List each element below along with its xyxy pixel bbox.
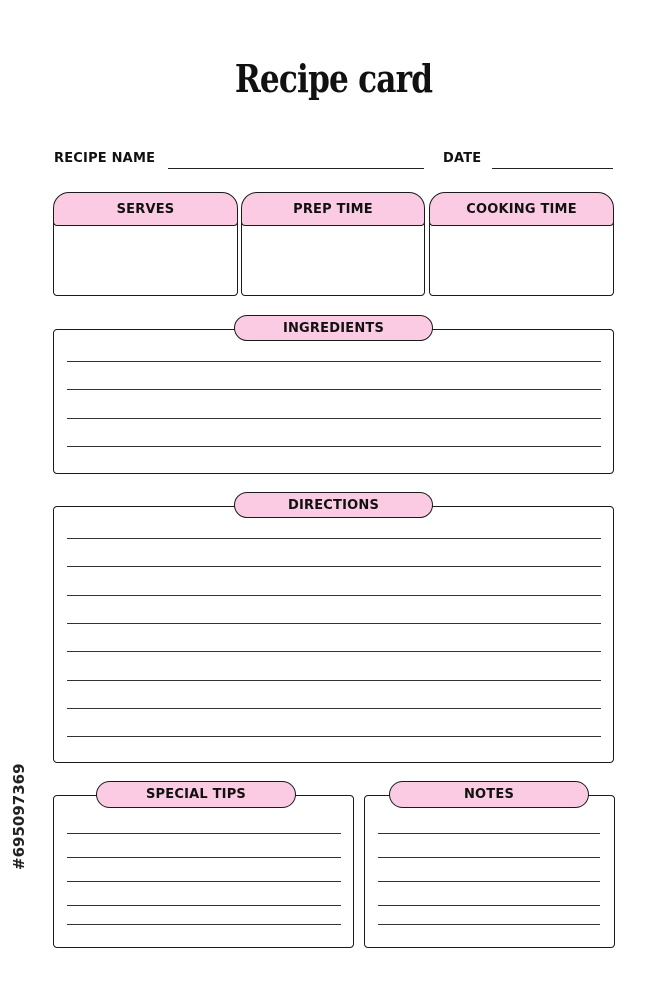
notes-line	[378, 924, 600, 925]
stock-id: #695097369	[10, 763, 28, 870]
directions-line	[67, 708, 601, 709]
directions-header: DIRECTIONS	[234, 492, 433, 518]
ingredients-line	[67, 418, 601, 419]
directions-line	[67, 736, 601, 737]
ingredients-header: INGREDIENTS	[234, 315, 433, 341]
notes-line	[378, 905, 600, 906]
directions-line	[67, 651, 601, 652]
cooking-time-header: COOKING TIME	[429, 192, 614, 226]
special-tips-line	[67, 833, 341, 834]
directions-line	[67, 538, 601, 539]
special-tips-box[interactable]	[53, 795, 354, 948]
directions-line	[67, 566, 601, 567]
recipe-name-line[interactable]	[168, 168, 424, 169]
special-tips-line	[67, 905, 341, 906]
recipe-name-label: RECIPE NAME	[54, 151, 156, 166]
special-tips-line	[67, 924, 341, 925]
directions-line	[67, 595, 601, 596]
date-label: DATE	[443, 151, 482, 166]
notes-line	[378, 857, 600, 858]
ingredients-line	[67, 389, 601, 390]
notes-line	[378, 833, 600, 834]
page-title: Recipe card	[234, 56, 433, 101]
notes-header: NOTES	[389, 781, 589, 808]
notes-line	[378, 881, 600, 882]
directions-line	[67, 680, 601, 681]
directions-box[interactable]	[53, 506, 614, 763]
ingredients-line	[67, 446, 601, 447]
notes-box[interactable]	[364, 795, 615, 948]
prep-time-header: PREP TIME	[241, 192, 425, 226]
special-tips-line	[67, 857, 341, 858]
serves-header: SERVES	[53, 192, 238, 226]
ingredients-box[interactable]	[53, 329, 614, 474]
special-tips-line	[67, 881, 341, 882]
date-line[interactable]	[492, 168, 613, 169]
ingredients-line	[67, 361, 601, 362]
special-tips-header: SPECIAL TIPS	[96, 781, 296, 808]
directions-line	[67, 623, 601, 624]
